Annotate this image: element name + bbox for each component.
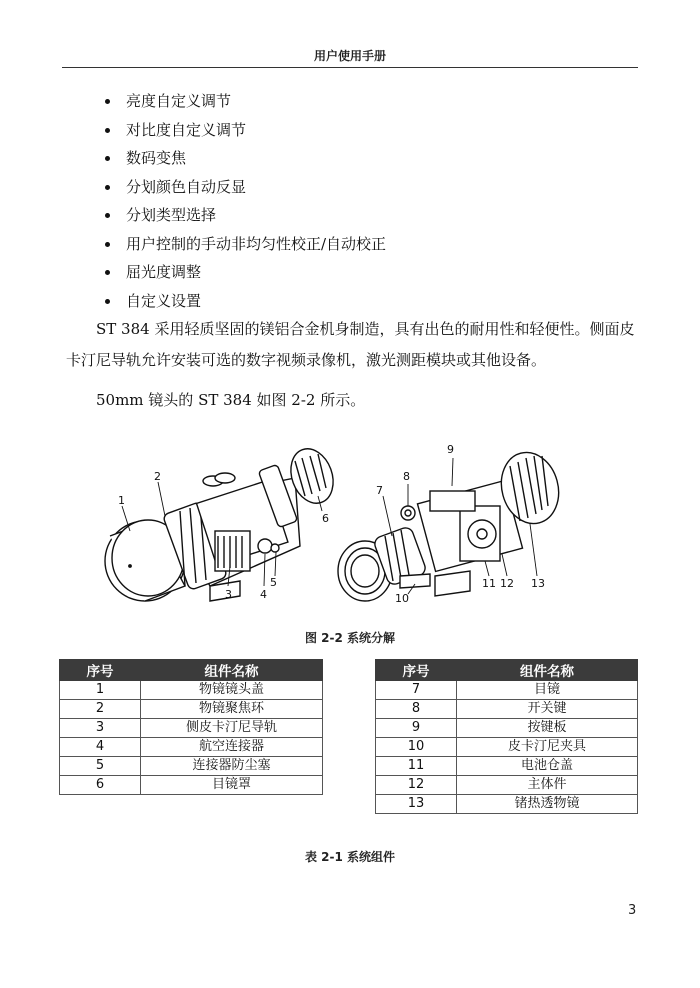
table-row <box>60 719 323 738</box>
bullet-icon <box>105 242 110 247</box>
callout-9: 9 <box>447 443 454 456</box>
table-row <box>376 738 638 757</box>
cell-no: 8 <box>376 700 457 719</box>
table-caption: 表 2-1 系统组件 <box>304 850 396 864</box>
feature-text: 数码变焦 <box>126 149 187 167</box>
cell-no: 6 <box>60 776 141 795</box>
header-no: 序号 <box>376 660 457 681</box>
table-row <box>376 795 638 814</box>
callout-3: 3 <box>225 588 232 601</box>
table-row <box>60 700 323 719</box>
cell-no: 7 <box>376 681 457 700</box>
cell-name: 主体件 <box>457 776 638 795</box>
cell-name: 目镜 <box>457 681 638 700</box>
cell-name: 连接器防尘塞 <box>141 757 323 776</box>
feature-item <box>100 176 386 205</box>
feature-item <box>100 261 386 290</box>
header-divider <box>62 67 638 68</box>
feature-item <box>100 119 386 148</box>
page-header-title: 用户使用手册 <box>313 49 386 63</box>
cell-name: 物镜镜头盖 <box>141 681 323 700</box>
cell-no: 4 <box>60 738 141 757</box>
table-row <box>60 681 323 700</box>
header-no: 序号 <box>60 660 141 681</box>
callout-4: 4 <box>260 588 267 601</box>
bullet-icon <box>105 156 110 161</box>
table-row <box>376 776 638 795</box>
feature-item <box>100 90 386 119</box>
table-header-row <box>60 660 323 681</box>
bullet-icon <box>105 270 110 275</box>
feature-text: 对比度自定义调节 <box>126 120 247 139</box>
feature-text: 分划颜色自动反显 <box>126 177 247 196</box>
table-row <box>376 719 638 738</box>
callout-13: 13 <box>531 577 545 590</box>
bullet-icon <box>105 185 110 190</box>
table-row <box>60 738 323 757</box>
feature-text: 分划类型选择 <box>126 206 217 224</box>
feature-text: 亮度自定义调节 <box>126 92 232 110</box>
cell-no: 5 <box>60 757 141 776</box>
cell-name: 电池仓盖 <box>457 757 638 776</box>
table-row <box>60 776 323 795</box>
callout-12: 12 <box>500 577 514 590</box>
header-name: 组件名称 <box>141 660 323 681</box>
callout-5: 5 <box>270 576 277 589</box>
feature-text: 屈光度调整 <box>126 263 202 281</box>
bullet-icon <box>105 128 110 133</box>
body-paragraph-material: ST 384 采用轻质坚固的镁铝合金机身制造，具有出色的耐用性和轻便性。侧面皮卡汀尼导轨允许安装可选的数字视频录像机，激光测距模块或其他设备。 <box>66 320 635 369</box>
cell-no: 3 <box>60 719 141 738</box>
cell-name: 皮卡汀尼夹具 <box>457 738 638 757</box>
bullet-icon <box>105 213 110 218</box>
feature-text: 用户控制的手动非均匀性校正/自动校正 <box>126 234 387 253</box>
feature-text: 自定义设置 <box>126 291 202 310</box>
table-row <box>60 757 323 776</box>
callout-1: 1 <box>118 494 125 507</box>
header-name: 组件名称 <box>457 660 638 681</box>
bullet-icon <box>105 99 110 104</box>
cell-no: 11 <box>376 757 457 776</box>
table-header-row <box>376 660 638 681</box>
callout-11: 11 <box>482 577 496 590</box>
cell-name: 锗热透物镜 <box>457 795 638 814</box>
scope-front-view <box>105 443 340 601</box>
cell-name: 目镜罩 <box>141 776 323 795</box>
cell-name: 开关键 <box>457 700 638 719</box>
figure-caption: 图 2-2 系统分解 <box>304 631 396 645</box>
table-row <box>376 681 638 700</box>
feature-item <box>100 204 386 233</box>
feature-item <box>100 147 386 176</box>
cell-name: 物镜聚焦环 <box>141 700 323 719</box>
callout-10: 10 <box>395 592 409 605</box>
body-paragraph-figure-ref: 50mm 镜头的 ST 384 如图 2-2 所示。 <box>96 391 366 409</box>
cell-no: 10 <box>376 738 457 757</box>
feature-list <box>100 90 386 318</box>
cell-name: 侧皮卡汀尼导轨 <box>141 719 323 738</box>
cell-no: 1 <box>60 681 141 700</box>
bullet-icon <box>105 299 110 304</box>
callout-6: 6 <box>322 512 329 525</box>
callout-7: 7 <box>376 484 383 497</box>
callout-8: 8 <box>403 470 410 483</box>
page-number: 3 <box>628 903 637 918</box>
components-table-left <box>59 659 323 795</box>
callout-2: 2 <box>154 470 161 483</box>
system-exploded-figure <box>90 436 610 611</box>
cell-no: 12 <box>376 776 457 795</box>
table-row <box>376 757 638 776</box>
cell-name: 航空连接器 <box>141 738 323 757</box>
table-row <box>376 700 638 719</box>
cell-no: 13 <box>376 795 457 814</box>
components-table-right <box>375 659 638 814</box>
cell-no: 9 <box>376 719 457 738</box>
cell-name: 按键板 <box>457 719 638 738</box>
cell-no: 2 <box>60 700 141 719</box>
feature-item <box>100 233 386 262</box>
